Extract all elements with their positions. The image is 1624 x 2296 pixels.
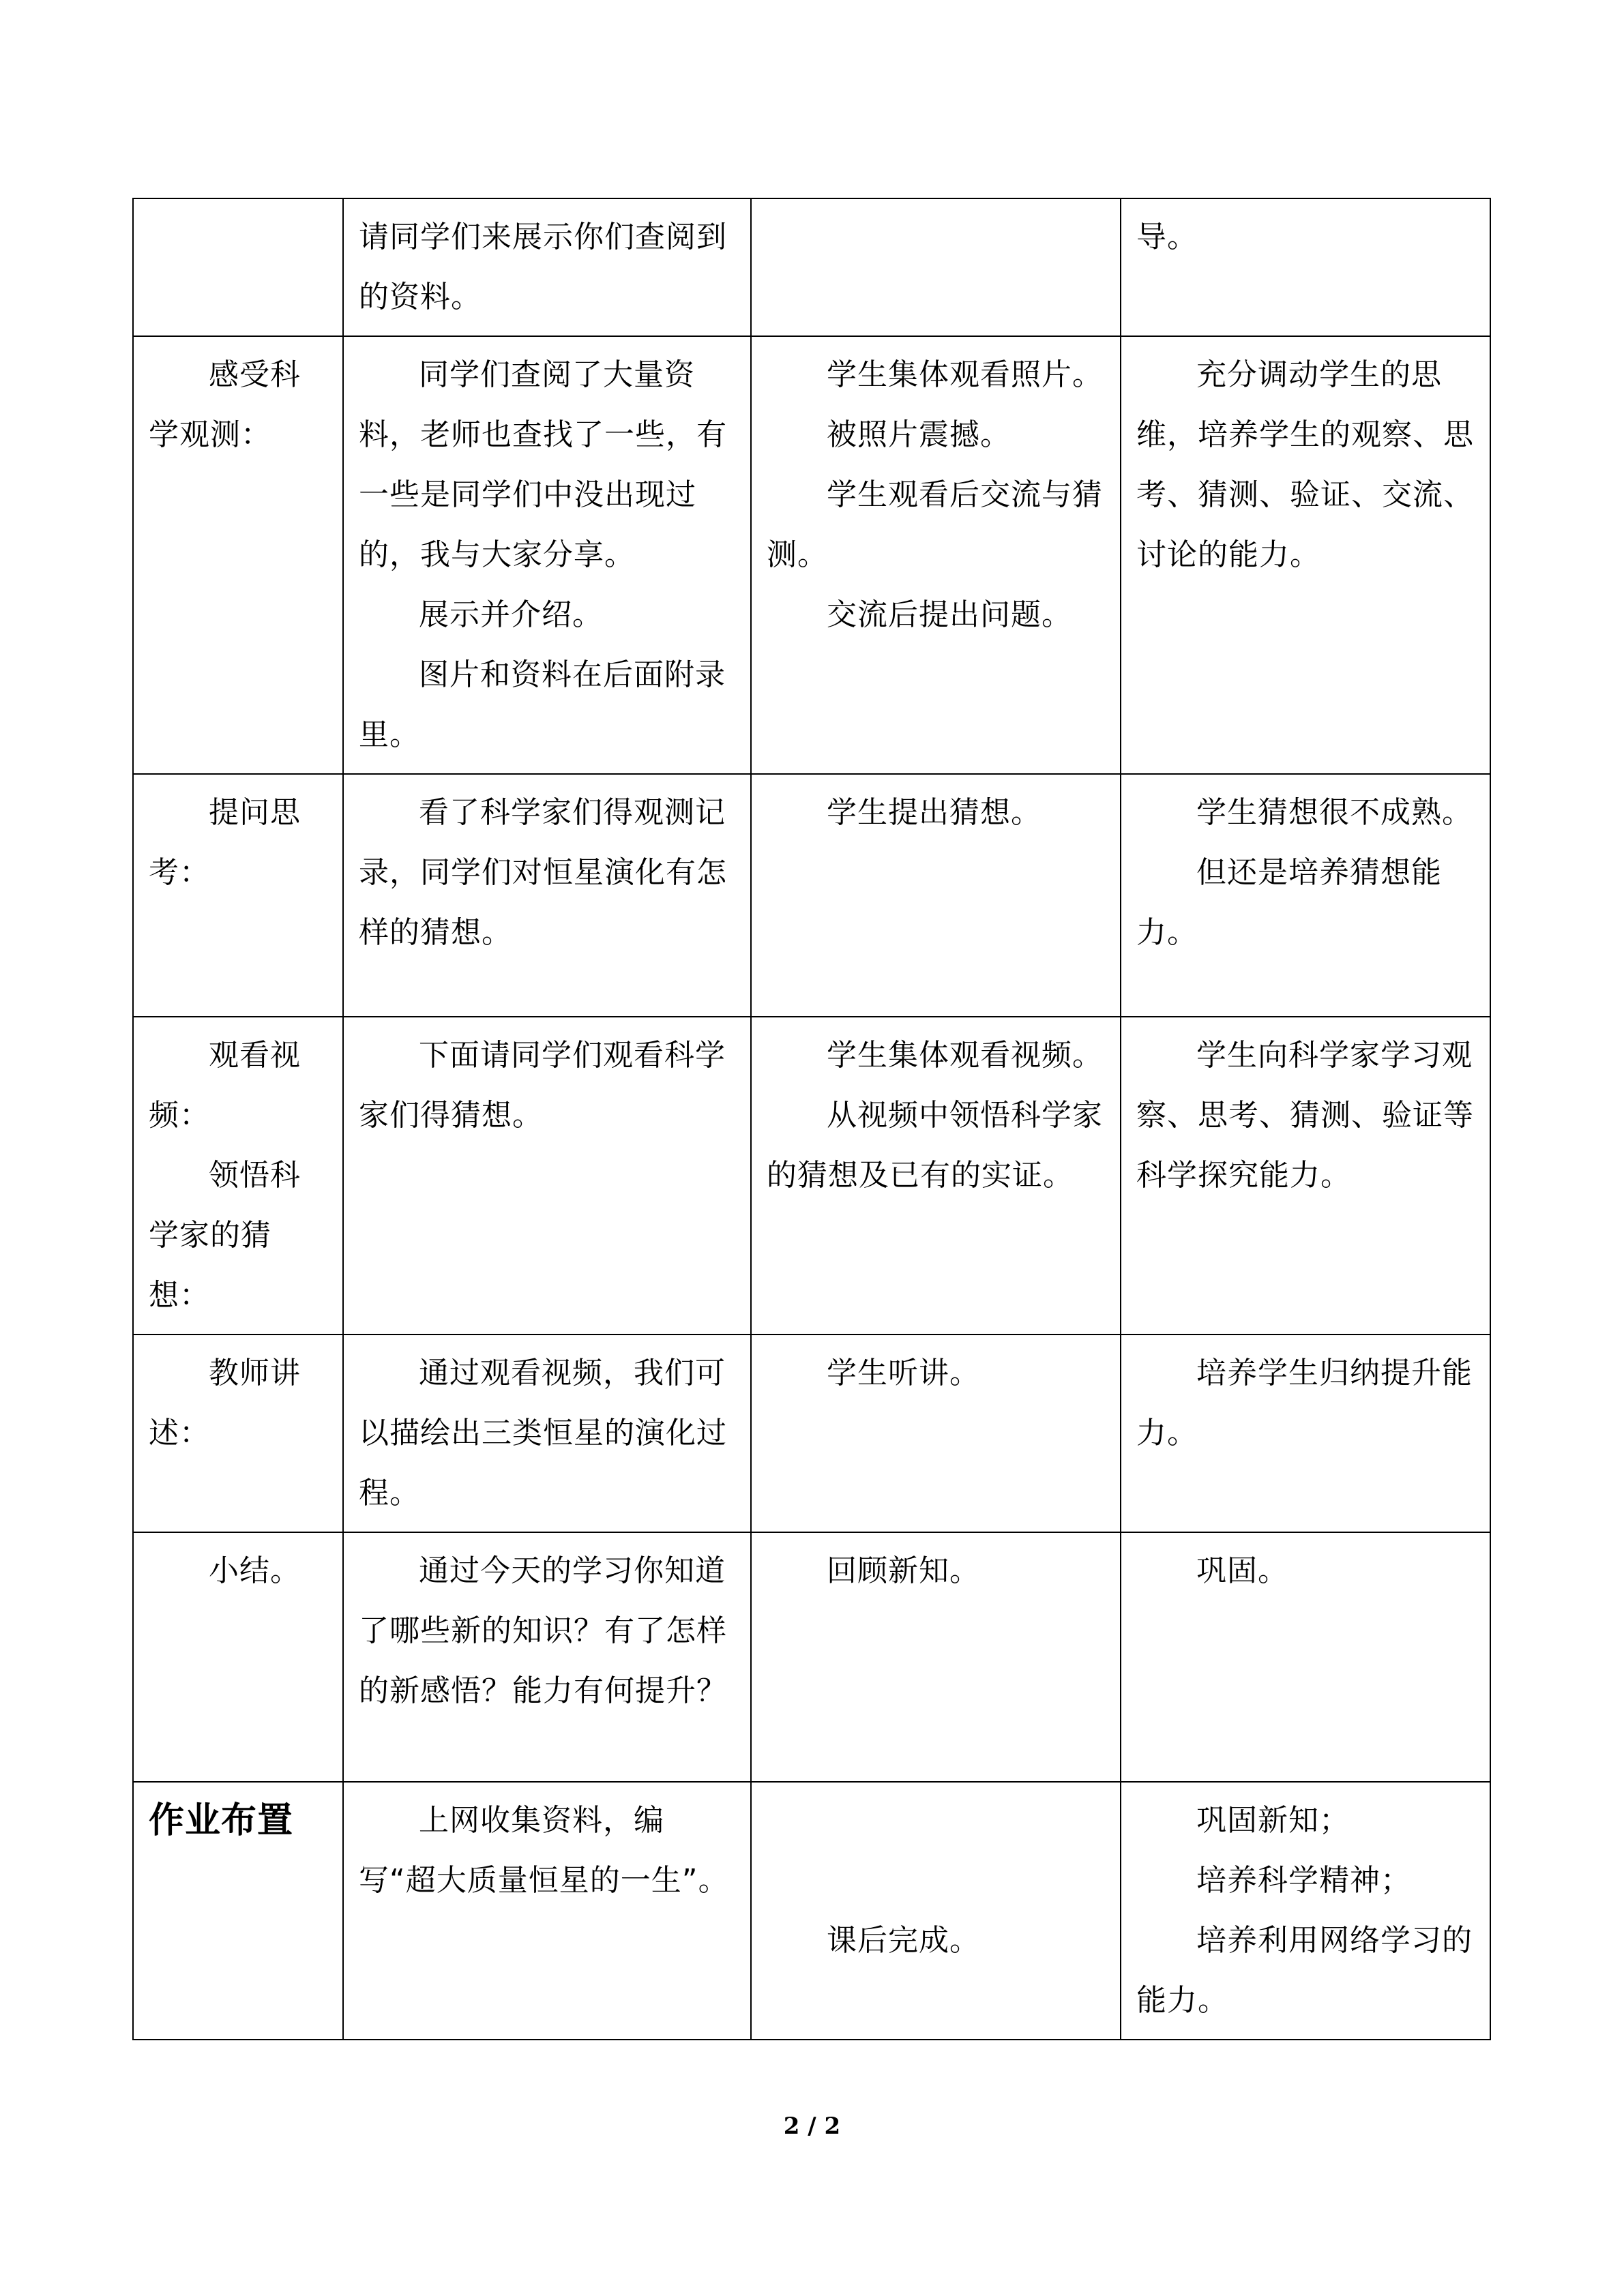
student-activity-cell bbox=[751, 198, 1121, 336]
cell-paragraph: 但还是培养猜想能力。 bbox=[1136, 855, 1442, 950]
cell-paragraph: 作业布置 bbox=[149, 1800, 294, 1841]
table-row bbox=[133, 1017, 1490, 1335]
teacher-activity-cell bbox=[343, 198, 751, 336]
table-row bbox=[133, 336, 1490, 774]
stage-cell bbox=[133, 1017, 343, 1335]
stage-cell bbox=[133, 1782, 343, 2040]
design-intent-cell bbox=[1121, 1017, 1490, 1335]
teacher-activity-cell bbox=[343, 1532, 751, 1782]
cell-paragraph: 学生提出猜想。 bbox=[827, 795, 1042, 830]
design-intent-cell bbox=[1121, 198, 1490, 336]
design-intent-cell bbox=[1121, 336, 1490, 774]
lesson-plan-body bbox=[133, 198, 1490, 2040]
cell-paragraph: 看了科学家们得观测记录，同学们对恒星演化有怎样的猜想。 bbox=[359, 795, 727, 950]
design-intent-cell bbox=[1121, 1335, 1490, 1532]
student-activity-cell bbox=[751, 1017, 1121, 1335]
cell-paragraph: 巩固。 bbox=[1196, 1553, 1288, 1588]
stage-cell bbox=[133, 198, 343, 336]
cell-paragraph: 下面请同学们观看科学家们得猜想。 bbox=[359, 1038, 726, 1133]
cell-paragraph: 领悟科学家的猜想： bbox=[149, 1158, 301, 1313]
stage-cell bbox=[133, 336, 343, 774]
table-row bbox=[133, 198, 1490, 336]
table-row bbox=[133, 1335, 1490, 1532]
student-activity-cell bbox=[751, 1532, 1121, 1782]
stage-cell bbox=[133, 1532, 343, 1782]
teacher-activity-cell bbox=[343, 1017, 751, 1335]
cell-paragraph: 提问思考： bbox=[149, 795, 301, 890]
cell-paragraph: 培养科学精神； bbox=[1196, 1863, 1411, 1898]
cell-paragraph: 展示并介绍。 bbox=[419, 597, 603, 632]
cell-paragraph: 通过观看视频，我们可以描绘出三类恒星的演化过程。 bbox=[359, 1356, 727, 1510]
page-number: 2 / 2 bbox=[783, 2113, 841, 2140]
cell-paragraph: 请同学们来展示你们查阅到的资料。 bbox=[359, 220, 727, 314]
cell-paragraph: 巩固新知； bbox=[1196, 1803, 1350, 1838]
design-intent-cell bbox=[1121, 1782, 1490, 2040]
student-activity-cell bbox=[751, 336, 1121, 774]
teacher-activity-cell bbox=[343, 774, 751, 1017]
cell-paragraph: 课后完成。 bbox=[827, 1923, 980, 1958]
cell-paragraph: 通过今天的学习你知道了哪些新的知识？有了怎样的新感悟？能力有何提升？ bbox=[359, 1553, 727, 1708]
cell-paragraph: 图片和资料在后面附录里。 bbox=[359, 657, 726, 752]
stage-cell bbox=[133, 1335, 343, 1532]
design-intent-cell bbox=[1121, 1532, 1490, 1782]
cell-paragraph: 培养利用网络学习的能力。 bbox=[1136, 1923, 1473, 2018]
cell-paragraph bbox=[767, 1791, 1105, 1851]
design-intent-cell bbox=[1121, 774, 1490, 1017]
teacher-activity-cell bbox=[343, 336, 751, 774]
cell-paragraph: 小结。 bbox=[209, 1553, 301, 1588]
table-row bbox=[133, 1532, 1490, 1782]
student-activity-cell bbox=[751, 774, 1121, 1017]
cell-paragraph: 学生向科学家学习观察、思考、猜测、验证等科学探究能力。 bbox=[1136, 1038, 1474, 1193]
table-row bbox=[133, 774, 1490, 1017]
student-activity-cell bbox=[751, 1335, 1121, 1532]
cell-paragraph: 从视频中领悟科学家的猜想及已有的实证。 bbox=[767, 1098, 1103, 1193]
cell-paragraph: 上网收集资料，编写“超大质量恒星的一生”。 bbox=[359, 1803, 729, 1898]
cell-paragraph: 学生听讲。 bbox=[827, 1356, 980, 1390]
cell-paragraph bbox=[767, 1851, 1105, 1911]
cell-paragraph: 同学们查阅了大量资料，老师也查找了一些，有一些是同学们中没出现过的，我与大家分享。 bbox=[359, 357, 727, 572]
table-row bbox=[133, 1782, 1490, 2040]
stage-cell bbox=[133, 774, 343, 1017]
cell-paragraph: 导。 bbox=[1136, 220, 1198, 254]
cell-paragraph: 学生集体观看照片。 bbox=[827, 357, 1103, 392]
cell-paragraph: 学生猜想很不成熟。 bbox=[1196, 795, 1473, 830]
cell-paragraph: 回顾新知。 bbox=[827, 1553, 980, 1588]
teacher-activity-cell bbox=[343, 1335, 751, 1532]
cell-paragraph: 培养学生归纳提升能力。 bbox=[1136, 1356, 1473, 1450]
cell-paragraph: 感受科学观测： bbox=[149, 357, 301, 452]
student-activity-cell bbox=[751, 1782, 1121, 2040]
cell-paragraph: 充分调动学生的思维，培养学生的观察、思考、猜测、验证、交流、讨论的能力。 bbox=[1136, 357, 1474, 572]
cell-paragraph: 被照片震撼。 bbox=[827, 417, 1011, 452]
cell-paragraph: 观看视频： bbox=[149, 1038, 301, 1133]
cell-paragraph: 学生观看后交流与猜测。 bbox=[767, 477, 1103, 572]
teacher-activity-cell bbox=[343, 1782, 751, 2040]
cell-paragraph: 交流后提出问题。 bbox=[827, 597, 1072, 632]
cell-paragraph: 教师讲述： bbox=[149, 1356, 301, 1450]
cell-paragraph: 学生集体观看视频。 bbox=[827, 1038, 1103, 1073]
lesson-plan-table bbox=[132, 198, 1491, 2040]
